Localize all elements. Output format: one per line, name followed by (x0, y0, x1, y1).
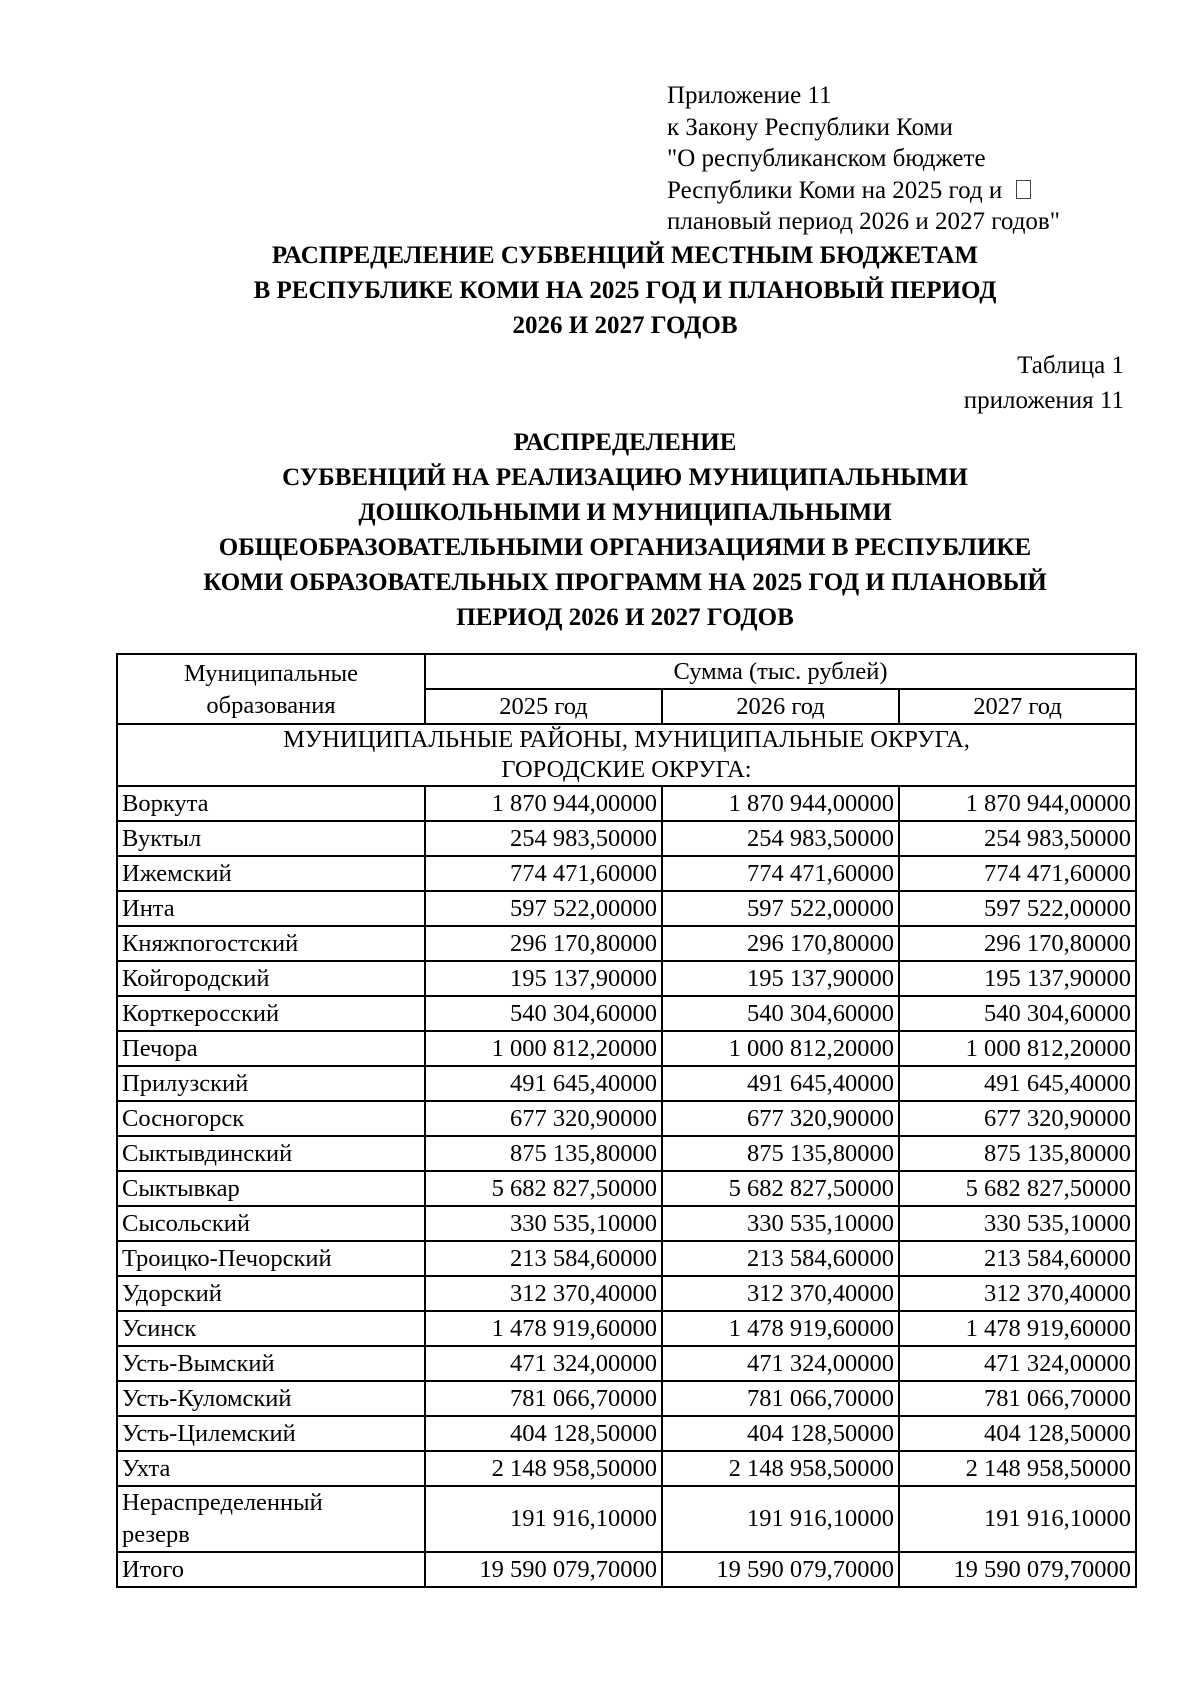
amount-2027: 2 148 958,50000 (899, 1451, 1136, 1486)
amount-2026: 404 128,50000 (662, 1416, 899, 1451)
municipality-name: Койгородский (117, 961, 425, 996)
municipality-name: Удорский (117, 1276, 425, 1311)
document-title (0, 238, 1200, 343)
amount-2025: 404 128,50000 (425, 1416, 662, 1451)
amount-2027: 195 137,90000 (899, 961, 1136, 996)
total-row (117, 1552, 1136, 1587)
subtitle-line: ПЕРИОД 2026 И 2027 ГОДОВ (456, 604, 794, 631)
section-header (117, 724, 1136, 786)
amount-2025: 677 320,90000 (425, 1101, 662, 1136)
appendix-line: "О республиканском бюджете (667, 145, 986, 172)
amount-2025: 254 983,50000 (425, 821, 662, 856)
appendix-line: к Закону Республики Коми (667, 113, 953, 141)
amount-2025: 471 324,00000 (425, 1346, 662, 1381)
reserve-name-line: Нераспределенный (122, 1489, 323, 1516)
reserve-name-line: резерв (122, 1521, 190, 1548)
amount-2026: 540 304,60000 (662, 996, 899, 1031)
amount-2027: 191 916,10000 (899, 1486, 1136, 1552)
title-line: 2026 И 2027 ГОДОВ (512, 312, 738, 339)
amount-2027: 1 478 919,60000 (899, 1311, 1136, 1346)
municipality-name: Воркута (117, 786, 425, 821)
amount-2026: 191 916,10000 (662, 1486, 899, 1552)
amount-2027: 875 135,80000 (899, 1136, 1136, 1171)
amount-2026: 1 000 812,20000 (662, 1031, 899, 1066)
amount-2025: 312 370,40000 (425, 1276, 662, 1311)
amount-2027: 1 000 812,20000 (899, 1031, 1136, 1066)
table-row (117, 821, 1136, 856)
subtitle-line: РАСПРЕДЕЛЕНИЕ (513, 429, 737, 456)
amount-2027: 540 304,60000 (899, 996, 1136, 1031)
header-year-2027: 2027 год (899, 689, 1136, 724)
table-row (117, 1206, 1136, 1241)
amount-2026: 213 584,60000 (662, 1241, 899, 1276)
table-row (117, 1311, 1136, 1346)
table-row (117, 1451, 1136, 1486)
table-row (117, 856, 1136, 891)
municipality-name: Княжпогостский (117, 926, 425, 961)
amount-2027: 312 370,40000 (899, 1276, 1136, 1311)
table-row (117, 1031, 1136, 1066)
municipality-name: Ижемский (117, 856, 425, 891)
table-row (117, 1136, 1136, 1171)
table-row (117, 961, 1136, 996)
amount-2027: 597 522,00000 (899, 891, 1136, 926)
amount-2026: 1 478 919,60000 (662, 1311, 899, 1346)
header-municipality-line: Муниципальные (184, 660, 358, 687)
table-row (117, 996, 1136, 1031)
table-row (117, 1066, 1136, 1101)
table-row (117, 1101, 1136, 1136)
amount-2025: 491 645,40000 (425, 1066, 662, 1101)
header-sum: Сумма (тыс. рублей) (425, 654, 1136, 689)
subtitle-line: КОМИ ОБРАЗОВАТЕЛЬНЫХ ПРОГРАММ НА 2025 ГОД И ПЛАНОВЫЙ (203, 569, 1047, 596)
subtitle-line: ОБЩЕОБРАЗОВАТЕЛЬНЫМИ ОРГАНИЗАЦИЯМИ В РЕСПУБЛИКЕ (218, 534, 1032, 561)
amount-2027: 677 320,90000 (899, 1101, 1136, 1136)
section-header-row (117, 724, 1136, 786)
appendix-line: Республики Коми на 2025 год и (667, 176, 1003, 204)
amount-2027: 5 682 827,50000 (899, 1171, 1136, 1206)
amount-2026: 5 682 827,50000 (662, 1171, 899, 1206)
appendix-note (667, 80, 1060, 238)
amount-2027: 213 584,60000 (899, 1241, 1136, 1276)
title-line: В РЕСПУБЛИКЕ КОМИ НА 2025 ГОД И ПЛАНОВЫЙ ПЕРИОД (253, 277, 997, 304)
amount-2025: 774 471,60000 (425, 856, 662, 891)
title-line: РАСПРЕДЕЛЕНИЕ СУБВЕНЦИЙ МЕСТНЫМ БЮДЖЕТАМ (271, 242, 979, 269)
table-row (117, 1241, 1136, 1276)
table-row (117, 926, 1136, 961)
header-municipality-line: образования (206, 692, 336, 719)
amount-2026: 330 535,10000 (662, 1206, 899, 1241)
municipality-name: Корткеросский (117, 996, 425, 1031)
amount-2026: 312 370,40000 (662, 1276, 899, 1311)
total-amount-2027: 19 590 079,70000 (899, 1552, 1136, 1587)
header-municipality (117, 654, 425, 724)
municipality-name: Усинск (117, 1311, 425, 1346)
amount-2026: 491 645,40000 (662, 1066, 899, 1101)
municipality-name: Вуктыл (117, 821, 425, 856)
amount-2027: 296 170,80000 (899, 926, 1136, 961)
municipality-name: Сыктывдинский (117, 1136, 425, 1171)
municipality-name: Печора (117, 1031, 425, 1066)
appendix-line: Приложение 11 (667, 82, 832, 109)
amount-2027: 254 983,50000 (899, 821, 1136, 856)
total-amount-2026: 19 590 079,70000 (662, 1552, 899, 1587)
amount-2025: 597 522,00000 (425, 891, 662, 926)
municipality-name: Троицко-Печорский (117, 1241, 425, 1276)
municipality-name: Усть-Цилемский (117, 1416, 425, 1451)
municipality-name: Сосногорск (117, 1101, 425, 1136)
amount-2025: 1 870 944,00000 (425, 786, 662, 821)
municipality-name: Прилузский (117, 1066, 425, 1101)
subtitle-line: СУБВЕНЦИЙ НА РЕАЛИЗАЦИЮ МУНИЦИПАЛЬНЫМИ (282, 464, 968, 491)
table-row (117, 786, 1136, 821)
table-row (117, 1171, 1136, 1206)
subtitle-line: ДОШКОЛЬНЫМИ И МУНИЦИПАЛЬНЫМИ (358, 499, 892, 526)
placeholder-box-icon (1016, 180, 1031, 199)
amount-2027: 404 128,50000 (899, 1416, 1136, 1451)
amount-2026: 774 471,60000 (662, 856, 899, 891)
appendix-line: плановый период 2026 и 2027 годов" (667, 208, 1060, 235)
amount-2025: 191 916,10000 (425, 1486, 662, 1552)
amount-2026: 471 324,00000 (662, 1346, 899, 1381)
table-appendix: приложения 11 (963, 387, 1124, 414)
table-row (117, 1381, 1136, 1416)
table-row (117, 891, 1136, 926)
municipality-name: Усть-Куломский (117, 1381, 425, 1416)
amount-2027: 1 870 944,00000 (899, 786, 1136, 821)
amount-2026: 1 870 944,00000 (662, 786, 899, 821)
amount-2025: 5 682 827,50000 (425, 1171, 662, 1206)
table-row (117, 1416, 1136, 1451)
table-row (117, 1276, 1136, 1311)
municipality-name: Сыктывкар (117, 1171, 425, 1206)
amount-2025: 2 148 958,50000 (425, 1451, 662, 1486)
amount-2025: 875 135,80000 (425, 1136, 662, 1171)
amount-2026: 254 983,50000 (662, 821, 899, 856)
amount-2025: 540 304,60000 (425, 996, 662, 1031)
amount-2027: 471 324,00000 (899, 1346, 1136, 1381)
municipality-name: Ухта (117, 1451, 425, 1486)
amount-2026: 296 170,80000 (662, 926, 899, 961)
amount-2026: 781 066,70000 (662, 1381, 899, 1416)
total-amount-2025: 19 590 079,70000 (425, 1552, 662, 1587)
municipality-name: Инта (117, 891, 425, 926)
table-reference (964, 348, 1124, 418)
header-year-2025: 2025 год (425, 689, 662, 724)
total-label: Итого (117, 1552, 425, 1587)
section-header-line: МУНИЦИПАЛЬНЫЕ РАЙОНЫ, МУНИЦИПАЛЬНЫЕ ОКРУГА, (283, 726, 970, 753)
reserve-row (117, 1486, 1136, 1552)
amount-2026: 875 135,80000 (662, 1136, 899, 1171)
municipality-name: Сысольский (117, 1206, 425, 1241)
amount-2026: 677 320,90000 (662, 1101, 899, 1136)
amount-2026: 2 148 958,50000 (662, 1451, 899, 1486)
municipality-name (117, 1486, 425, 1552)
amount-2025: 1 000 812,20000 (425, 1031, 662, 1066)
table-number: Таблица 1 (1017, 352, 1124, 379)
amount-2027: 491 645,40000 (899, 1066, 1136, 1101)
amount-2025: 213 584,60000 (425, 1241, 662, 1276)
amount-2025: 195 137,90000 (425, 961, 662, 996)
amount-2025: 330 535,10000 (425, 1206, 662, 1241)
amount-2025: 781 066,70000 (425, 1381, 662, 1416)
amount-2025: 1 478 919,60000 (425, 1311, 662, 1346)
table-row (117, 1346, 1136, 1381)
amount-2027: 781 066,70000 (899, 1381, 1136, 1416)
amount-2026: 597 522,00000 (662, 891, 899, 926)
amount-2025: 296 170,80000 (425, 926, 662, 961)
municipality-name: Усть-Вымский (117, 1346, 425, 1381)
subsidy-table (116, 653, 1137, 1588)
section-header-line: ГОРОДСКИЕ ОКРУГА: (501, 756, 752, 783)
amount-2026: 195 137,90000 (662, 961, 899, 996)
amount-2027: 330 535,10000 (899, 1206, 1136, 1241)
table-title (0, 425, 1200, 635)
header-year-2026: 2026 год (662, 689, 899, 724)
amount-2027: 774 471,60000 (899, 856, 1136, 891)
